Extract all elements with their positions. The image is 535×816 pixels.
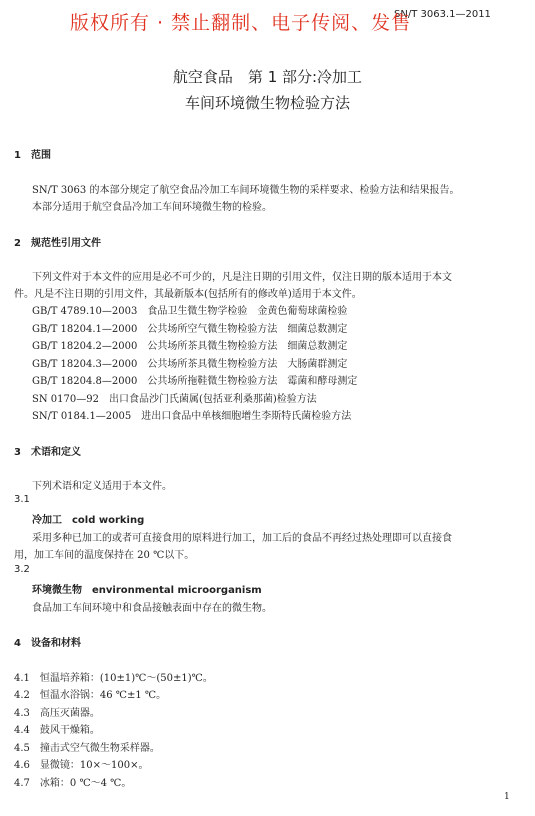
equipment-item: 4.6 显微镜：10×～100×。 xyxy=(14,760,149,771)
document-title-line1: 航空食品 第 1 部分:冷加工 xyxy=(172,68,363,86)
equipment-item: 4.1 恒温培养箱：(10±1)℃～(50±1)℃。 xyxy=(14,673,213,684)
scope-paragraph: 本部分适用于航空食品冷加工车间环境微生物的检验。 xyxy=(32,202,272,213)
section-heading-normative: 2 规范性引用文件 xyxy=(14,238,101,249)
reference-item: GB/T 18204.2—2000 公共场所茶具微生物检验方法 细菌总数测定 xyxy=(32,341,348,352)
standard-number: SN/T 3063.1—2011 xyxy=(394,9,491,20)
equipment-item: 4.4 鼓风干燥箱。 xyxy=(14,725,100,736)
terms-intro: 下列术语和定义适用于本文件。 xyxy=(32,481,172,492)
term-definition: 采用多种已加工的或者可直接食用的原料进行加工，加工后的食品不再经过热处理即可以直接食 xyxy=(32,533,452,544)
equipment-item: 4.7 冰箱：0 ℃～4 ℃。 xyxy=(14,778,132,789)
section-heading-equipment: 4 设备和材料 xyxy=(14,638,81,649)
reference-item: SN 0170—92 出口食品沙门氏菌属(包括亚利桑那菌)检验方法 xyxy=(32,394,317,405)
term-number: 3.2 xyxy=(14,564,30,575)
reference-item: GB/T 18204.3—2000 公共场所茶具微生物检验方法 大肠菌群测定 xyxy=(32,359,348,370)
term-number: 3.1 xyxy=(14,494,30,505)
term-title: 冷加工 cold working xyxy=(32,515,145,526)
equipment-item: 4.2 恒温水浴锅：46 ℃±1 ℃。 xyxy=(14,690,167,701)
page-number: 1 xyxy=(504,792,510,802)
equipment-item: 4.3 高压灭菌器。 xyxy=(14,708,100,719)
term-definition: 用，加工车间的温度保持在 20 ℃以下。 xyxy=(14,550,195,561)
normative-paragraph: 件。凡是不注日期的引用文件，其最新版本(包括所有的修改单)适用于本文件。 xyxy=(14,289,362,300)
document-title-line2: 车间环境微生物检验方法 xyxy=(184,94,350,112)
copyright-watermark: 版权所有 · 禁止翻制、电子传阅、发售 xyxy=(70,12,412,34)
reference-item: SN/T 0184.1—2005 进出口食品中单核细胞增生李斯特氏菌检验方法 xyxy=(32,411,352,422)
term-definition: 食品加工车间环境中和食品接触表面中存在的微生物。 xyxy=(32,603,272,614)
scope-paragraph: SN/T 3063 的本部分规定了航空食品冷加工车间环境微生物的采样要求、检验方法和结果报告。 xyxy=(32,185,460,196)
reference-item: GB/T 4789.10—2003 食品卫生微生物学检验 金黄色葡萄球菌检验 xyxy=(32,306,348,317)
section-heading-terms: 3 术语和定义 xyxy=(14,447,81,458)
equipment-item: 4.5 撞击式空气微生物采样器。 xyxy=(14,743,160,754)
reference-item: GB/T 18204.8—2000 公共场所拖鞋微生物检验方法 霉菌和酵母测定 xyxy=(32,376,358,387)
term-title: 环境微生物 environmental microorganism xyxy=(32,585,262,596)
section-heading-scope: 1 范围 xyxy=(14,150,51,161)
normative-paragraph: 下列文件对于本文件的应用是必不可少的，凡是注日期的引用文件，仅注日期的版本适用于本文 xyxy=(32,272,452,283)
reference-item: GB/T 18204.1—2000 公共场所空气微生物检验方法 细菌总数测定 xyxy=(32,324,348,335)
